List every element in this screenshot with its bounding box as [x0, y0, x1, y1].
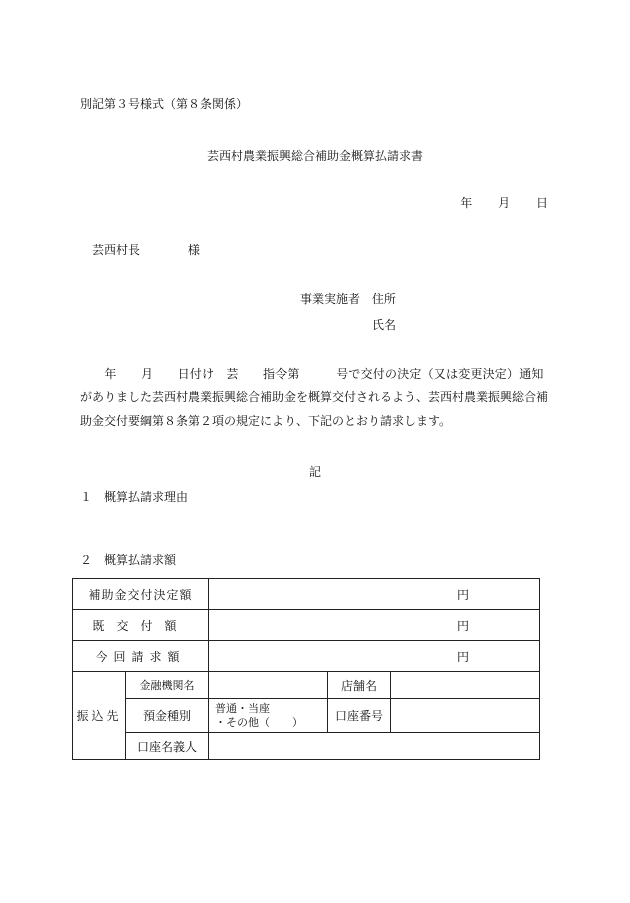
addressee-name: 芸西村長	[92, 243, 141, 257]
branch-name-label: 店舗名	[328, 672, 391, 699]
transfer-destination-label: 振込先	[73, 672, 126, 760]
form-label: 別記第３号様式（第８条関係）	[80, 97, 249, 111]
current-request-field[interactable]: 円	[209, 641, 540, 672]
already-paid-field[interactable]: 円	[209, 610, 540, 641]
ki-heading: 記	[308, 465, 321, 479]
account-holder-label: 口座名義人	[126, 733, 209, 760]
account-number-label: 口座番号	[328, 699, 391, 733]
document-title: 芸西村農業振興総合補助金概算払請求書	[206, 149, 423, 163]
section-1-heading: １ 概算払請求理由	[80, 490, 189, 504]
date-day: 日	[535, 196, 548, 210]
grant-decision-amount-field[interactable]: 円	[209, 579, 540, 610]
address-label: 住所	[371, 292, 396, 306]
table-row	[73, 641, 540, 672]
date-line	[438, 194, 548, 211]
account-number-field[interactable]	[391, 699, 540, 733]
table-row	[73, 672, 540, 699]
date-month: 月	[498, 196, 511, 210]
body-line-3: 助金交付要綱第８条第２項の規定により、下記のとおり請求します。	[80, 414, 452, 428]
table-row	[73, 579, 540, 610]
deposit-option-1: 普通・当座	[215, 701, 270, 715]
table-row	[73, 733, 540, 760]
addressee-honorific: 様	[187, 243, 200, 257]
request-amount-table	[72, 578, 540, 760]
body-line-1: 年 月 日付け 芸 指令第 号で交付の決定（又は変更決定）通知	[80, 367, 544, 381]
deposit-option-2: ・その他（ ）	[215, 715, 303, 729]
table-row	[73, 610, 540, 641]
deposit-type-options[interactable]	[209, 699, 328, 733]
grant-decision-amount-label: 補助金交付決定額	[73, 579, 209, 610]
bank-name-label: 金融機関名	[126, 672, 209, 699]
already-paid-label: 既交付額	[73, 610, 209, 641]
table-row	[73, 699, 540, 733]
applicant-line	[300, 290, 396, 307]
deposit-type-label: 預金種別	[126, 699, 209, 733]
addressee	[92, 241, 200, 258]
section-2-heading: ２ 概算払請求額	[80, 553, 177, 567]
name-label: 氏名	[372, 318, 397, 332]
account-holder-field[interactable]	[209, 733, 540, 760]
body-line-2: がありました芸西村農業振興総合補助金を概算交付されるよう、芸西村農業振興総合補	[80, 390, 549, 404]
bank-name-field[interactable]	[209, 672, 328, 699]
branch-name-field[interactable]	[391, 672, 540, 699]
applicant-label: 事業実施者	[300, 292, 361, 306]
date-year: 年	[460, 196, 473, 210]
current-request-label: 今回請求額	[73, 641, 209, 672]
